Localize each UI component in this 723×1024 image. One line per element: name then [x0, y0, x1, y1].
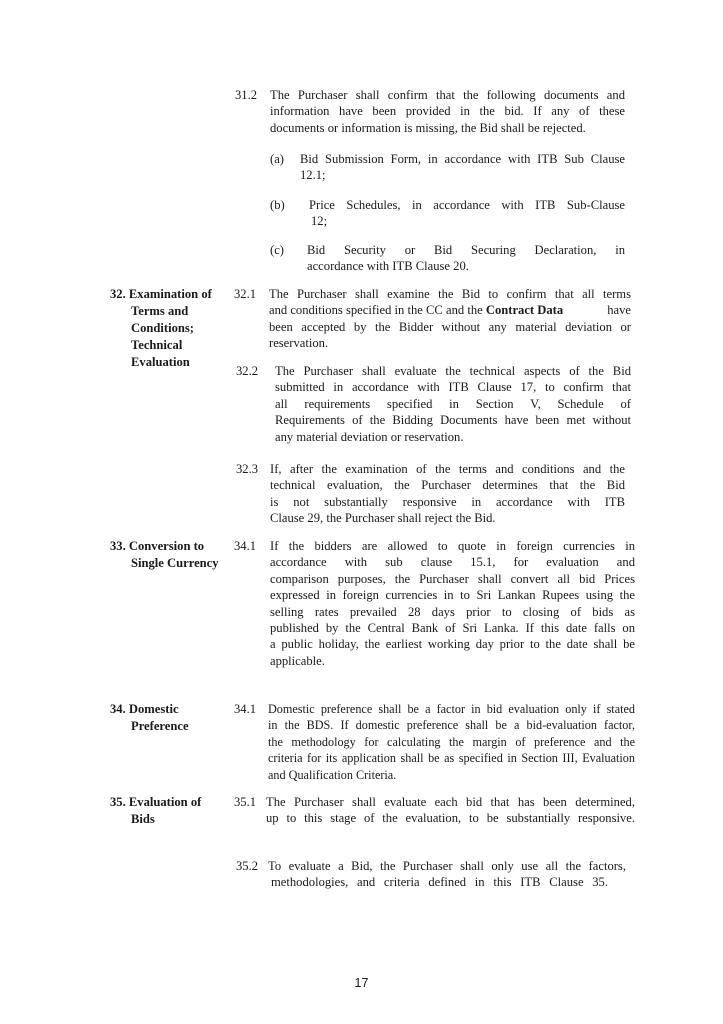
heading-line: Terms and: [131, 304, 189, 318]
text-line: submitted in accordance with ITB Clause 17, to confirm that: [275, 380, 631, 395]
clause-number: 31.2: [235, 88, 258, 102]
text-line: Bid Submission Form, in accordance with ITB Sub Clause: [300, 152, 625, 166]
list-item-text: [300, 151, 625, 184]
clause-text: [270, 87, 625, 136]
heading-line: 35. Evaluation of: [110, 795, 202, 809]
text-line: all requirements specified in Section V, Schedule of: [275, 396, 631, 411]
section-heading: [110, 538, 230, 572]
heading-line: Bids: [131, 812, 155, 826]
list-item-text: [307, 242, 625, 275]
subclause-number: 34.1: [234, 539, 257, 553]
list-item-label: (c): [270, 243, 284, 257]
text-fragment: have: [607, 303, 631, 318]
subclause-text: [268, 858, 626, 891]
heading-line: Evaluation: [131, 355, 190, 369]
text-line: Requirements of the Bidding Documents have been met without: [275, 413, 631, 428]
bold-phrase-contract-data: Contract Data: [485, 303, 564, 318]
subclause-number: 35.1: [234, 795, 257, 809]
subclause-number: 35.2: [236, 859, 259, 873]
text-line: and Qualification Criteria.: [268, 767, 397, 782]
text-line: reservation.: [269, 336, 329, 351]
section-heading: [110, 701, 230, 735]
text-line: 12;: [311, 214, 328, 229]
subclause-text: [268, 701, 635, 783]
text-line: 12.1;: [300, 168, 326, 183]
text-line: The Purchaser shall evaluate each bid that has been determined,: [266, 795, 635, 809]
text-line: information have been provided in the bid. If any of these: [270, 104, 625, 119]
heading-line: Conditions;: [131, 321, 194, 335]
text-line: in the BDS. If domestic preference shall be a bid-evaluation factor,: [268, 718, 635, 733]
text-line: been accepted by the Bidder without any material deviation or: [269, 319, 631, 334]
subclause-text: [275, 363, 631, 445]
text-line: technical evaluation, the Purchaser determines that the Bid: [270, 478, 625, 493]
subclause-text: [270, 538, 635, 669]
heading-line: 33. Conversion to: [110, 539, 205, 553]
text-line: comparison purposes, the Purchaser shall convert all bid Prices: [270, 571, 635, 586]
subclause-number: 32.3: [236, 462, 259, 476]
text-line: criteria for its application shall be as specified in Section III, Evaluation: [268, 751, 635, 766]
text-line: To evaluate a Bid, the Purchaser shall only use all the factors,: [268, 859, 626, 873]
text-line: Clause 29, the Purchaser shall reject the Bid.: [270, 511, 496, 526]
list-item-label: (a): [270, 152, 284, 166]
text-line: is not substantially responsive in accordance with ITB: [270, 494, 625, 509]
text-line: The Purchaser shall confirm that the following documents and: [270, 88, 625, 102]
text-line: the methodology for calculating the margin of preference and the: [268, 734, 635, 749]
text-line: If, after the examination of the terms and conditions and the: [270, 462, 625, 476]
heading-line: Single Currency: [131, 556, 219, 570]
subclause-text: [269, 286, 631, 352]
text-line: expressed in foreign currencies in to Sri Lankan Rupees using the: [270, 588, 635, 603]
section-heading: [110, 286, 230, 371]
text-line: Bid Security or Bid Securing Declaration, in: [307, 243, 625, 257]
text-line: The Purchaser shall examine the Bid to confirm that all terms: [269, 287, 631, 301]
subclause-number: 34.1: [234, 702, 257, 716]
text-fragment: and conditions specified in the CC and the: [269, 303, 486, 318]
heading-line: Preference: [131, 719, 189, 733]
text-line: [269, 302, 631, 318]
text-line: a public holiday, the earliest working day prior to the date shall be: [270, 637, 635, 652]
text-line: accordance with sub clause 15.1, for evaluation and: [270, 555, 635, 570]
heading-line: Technical: [131, 338, 183, 352]
text-line: documents or information is missing, the Bid shall be rejected.: [270, 120, 586, 135]
text-line: methodologies, and criteria defined in this ITB Clause 35.: [271, 875, 608, 890]
text-line: accordance with ITB Clause 20.: [307, 259, 469, 274]
text-line: applicable.: [270, 653, 325, 668]
heading-line: 34. Domestic: [110, 702, 179, 716]
text-line: The Purchaser shall evaluate the technical aspects of the Bid: [275, 364, 631, 378]
page-number: 17: [354, 976, 369, 990]
list-item-text: [309, 197, 625, 230]
text-line: Domestic preference shall be a factor in bid evaluation only if stated: [268, 702, 635, 716]
text-line: published by the Central Bank of Sri Lanka. If this date falls on: [270, 621, 635, 636]
text-line: any material deviation or reservation.: [275, 429, 464, 444]
subclause-text: [270, 461, 625, 527]
heading-line: 32. Examination of: [110, 287, 212, 301]
subclause-number: 32.2: [236, 364, 259, 378]
text-line: Price Schedules, in accordance with ITB Sub-Clause: [309, 198, 625, 212]
list-item-label: (b): [270, 198, 285, 212]
text-line: selling rates prevailed 28 days prior to closing of bids as: [270, 604, 635, 619]
subclause-number: 32.1: [234, 287, 257, 301]
text-line: If the bidders are allowed to quote in foreign currencies in: [270, 539, 635, 553]
subclause-text: [266, 794, 635, 827]
text-line: up to this stage of the evaluation, to be substantially responsive.: [266, 811, 635, 826]
section-heading: [110, 794, 230, 828]
